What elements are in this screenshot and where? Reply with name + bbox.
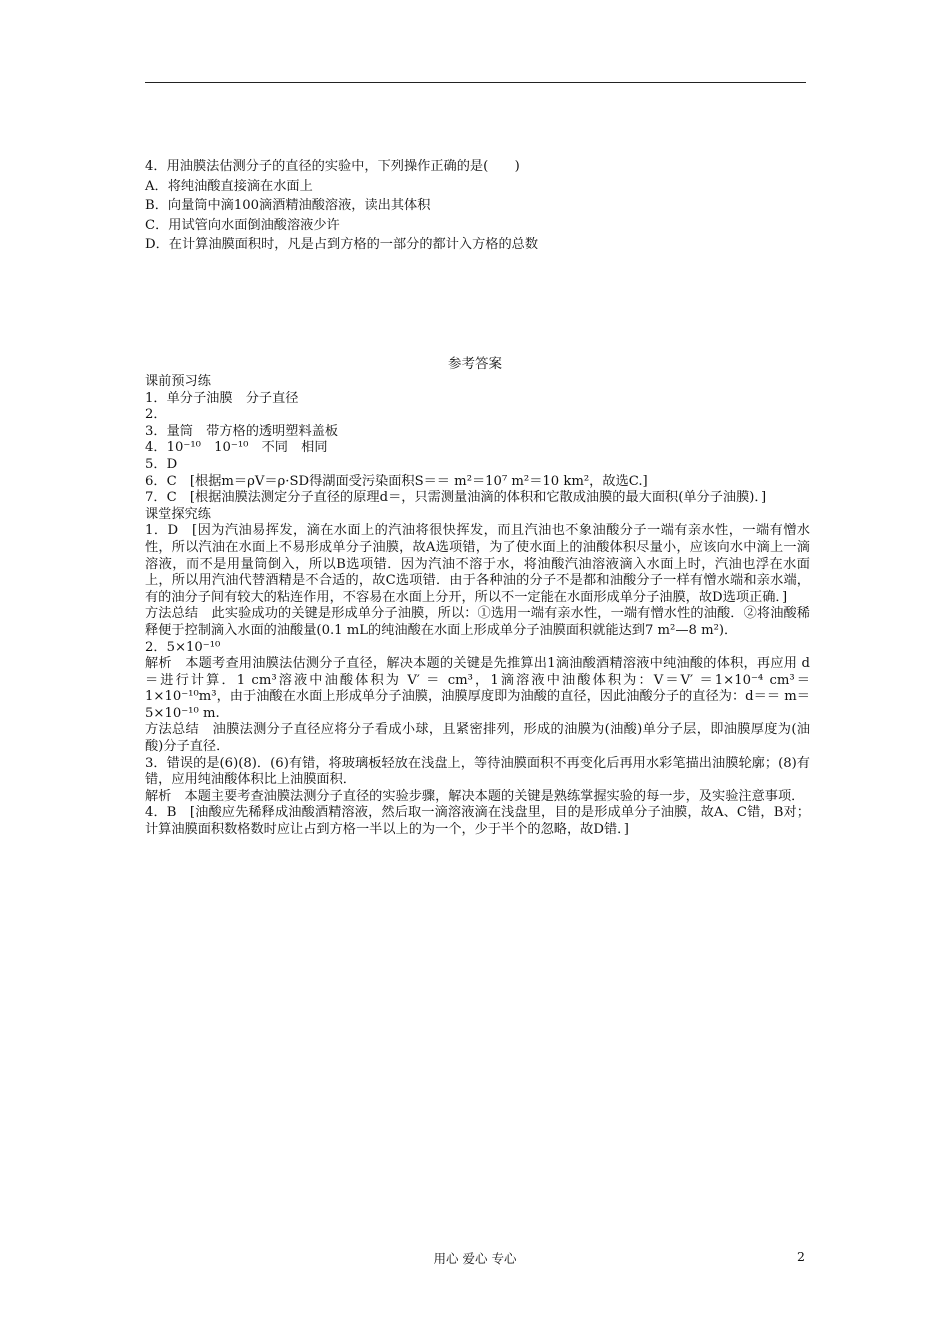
option-b: B．向量筒中滴100滴酒精油酸溶液，读出其体积	[145, 198, 431, 213]
answers-title: 参考答案	[448, 356, 502, 372]
option-c: C．用试管向水面倒油酸溶液少许	[145, 217, 340, 233]
answer-line: 2．5×10⁻¹⁰	[145, 639, 221, 655]
answer-line: 4．B [油酸应先稀释成油酸酒精溶液，然后取一滴溶液滴在浅盘里，目的是形成单分子油膜，故A、C错，B对；计算油膜面积数格数时应让占到方格一半以上的为一个，少于半个的忽略，故D错．]	[145, 805, 810, 838]
option-a: A．将纯油酸直接滴在水面上	[145, 178, 313, 194]
answer-line: 4．10⁻¹⁰ 10⁻¹⁰ 不同 相同	[145, 440, 328, 456]
answer-line: 5．D	[145, 456, 178, 472]
answer-line: 1．D [因为汽油易挥发，滴在水面上的汽油将很快挥发，而且汽油也不象油酸分子一端有亲水性，一端有憎水性，所以汽油在水面上不易形成单分子油膜，故A选项错，为了使水面上的油酸体积尽量小，应该向水中滴上一滴溶液，而不是用量筒倒入，所以B选项错．因为汽油不溶于水，将油酸汽油溶液滴入水面上时，汽油也浮在水面上，所以用汽油代替酒精是不合适的，故C选项错．由于各种油的分子不是都和油酸分子一样有憎水端和亲水端，有的油分子间有较大的粘连作用，不容易在水面上分开，所以不一定能在水面形成单分子油膜，故D选项正确．]	[145, 523, 810, 605]
answer-line: 1．单分子油膜 分子直径	[145, 390, 299, 406]
header-rule	[145, 82, 806, 83]
answer-line: 方法总结 油膜法测分子直径应将分子看成小球，且紧密排列，形成的油膜为(油酸)单分子层，即油膜厚度为(油酸)分子直径．	[145, 722, 810, 755]
answer-line: 3．错误的是(6)(8)．(6)有错，将玻璃板轻放在浅盘上，等待油膜面积不再变化后再用水彩笔描出油膜轮廓；(8)有错，应用纯油酸体积比上油膜面积．	[145, 755, 810, 788]
footer-text: 用心 爱心 专心	[433, 1251, 517, 1266]
answer-line: 7．C [根据油膜法测定分子直径的原理d＝，只需测量油滴的体积和它散成油膜的最大面积(单分子油膜)．]	[145, 490, 767, 506]
answer-line: 解析 本题主要考查油膜法测分子直径的实验步骤，解决本题的关键是熟练掌握实验的每一步，及实验注意事项．	[145, 788, 805, 804]
answer-line: 方法总结 此实验成功的关键是形成单分子油膜，所以：①选用一端有亲水性，一端有憎水性的油酸．②将油酸稀释便于控制滴入水面的油酸量(0.1 mL的纯油酸在水面上形成单分子油膜面积就能达到7 m²—8 m²)．	[145, 606, 810, 638]
question-stem: 4．用油膜法估测分子的直径的实验中，下列操作正确的是( )	[145, 159, 520, 174]
answer-line: 课前预习练	[145, 374, 211, 389]
answer-line: 6．C [根据m＝ρV＝ρ·SD得湖面受污染面积S＝＝ m²＝10⁷ m²＝10 km²，故选C.]	[145, 473, 648, 489]
answers-body	[145, 374, 810, 839]
page-number: 2	[797, 1249, 805, 1264]
answer-line: 课堂探究练	[145, 506, 211, 522]
answer-line: 2．	[145, 407, 167, 423]
answer-line: 3．量筒 带方格的透明塑料盖板	[145, 423, 339, 439]
question-4	[145, 157, 815, 255]
answer-line: 解析 本题考查用油膜法估测分子直径，解决本题的关键是先推算出1滴油酸酒精溶液中纯油酸的体积，再应用 d＝进行计算．1 cm³溶液中油酸体积为 V′ ＝ cm³，1滴溶液中油酸体积为：V＝V′ ＝1×10⁻⁴ cm³＝1×10⁻¹⁰m³，由于油酸在水面上形成单分子油膜，油膜厚度即为油酸的直径，因此油酸分子的直径为：d＝＝ m＝5×10⁻¹⁰ m.	[145, 656, 810, 721]
option-d: D．在计算油膜面积时，凡是占到方格的一部分的都计入方格的总数	[145, 237, 539, 252]
